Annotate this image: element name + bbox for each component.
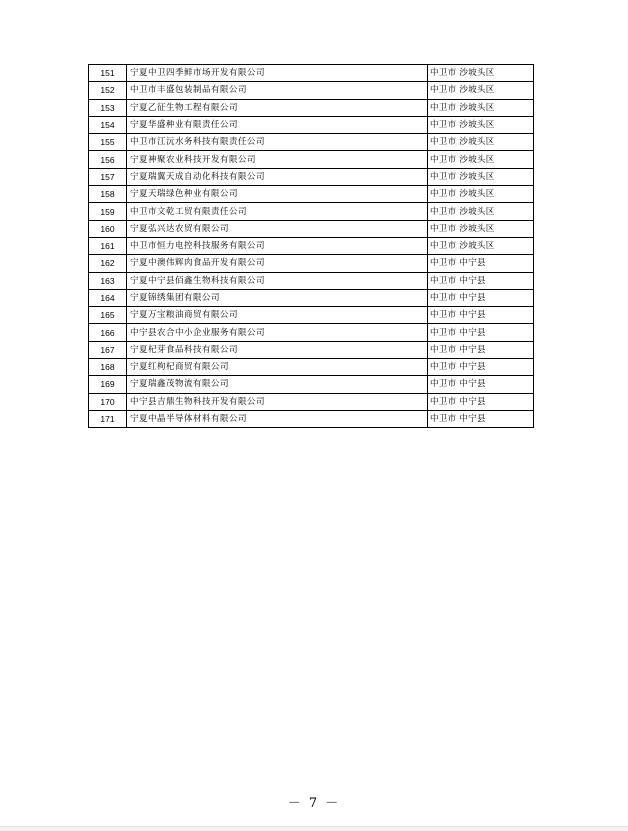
company-region: 中卫市 沙坡头区 [428, 134, 534, 151]
row-number: 164 [89, 289, 127, 306]
table-row [89, 341, 534, 358]
table-row [89, 410, 534, 427]
company-list-body [89, 65, 534, 428]
company-region: 中卫市 中宁县 [428, 359, 534, 376]
company-name: 中卫市文乾工贸有限责任公司 [127, 203, 428, 220]
row-number: 161 [89, 237, 127, 254]
company-name: 宁夏中澳伟辉肉食品开发有限公司 [127, 255, 428, 272]
company-region: 中卫市 中宁县 [428, 307, 534, 324]
table-row [89, 272, 534, 289]
company-region: 中卫市 沙坡头区 [428, 186, 534, 203]
row-number: 163 [89, 272, 127, 289]
company-name: 宁夏华盛种业有限责任公司 [127, 116, 428, 133]
row-number: 155 [89, 134, 127, 151]
company-name: 中卫市恒力电控科技服务有限公司 [127, 237, 428, 254]
row-number: 159 [89, 203, 127, 220]
row-number: 168 [89, 359, 127, 376]
table-row [89, 324, 534, 341]
company-region: 中卫市 沙坡头区 [428, 151, 534, 168]
row-number: 171 [89, 410, 127, 427]
company-name: 宁夏乙征生物工程有限公司 [127, 99, 428, 116]
page-number: － 7 － [287, 796, 341, 811]
company-name: 宁夏弘兴达农贸有限公司 [127, 220, 428, 237]
table-row [89, 82, 534, 99]
table-row [89, 186, 534, 203]
table-row [89, 134, 534, 151]
company-region: 中卫市 中宁县 [428, 341, 534, 358]
company-name: 宁夏杞芽食品科技有限公司 [127, 341, 428, 358]
row-number: 158 [89, 186, 127, 203]
table-row [89, 116, 534, 133]
table-row [89, 307, 534, 324]
row-number: 160 [89, 220, 127, 237]
table-row [89, 255, 534, 272]
row-number: 170 [89, 393, 127, 410]
company-name: 宁夏中宁县佰鑫生物科技有限公司 [127, 272, 428, 289]
company-region: 中卫市 中宁县 [428, 324, 534, 341]
table-row [89, 220, 534, 237]
row-number: 167 [89, 341, 127, 358]
row-number: 165 [89, 307, 127, 324]
company-name: 中卫市丰盛包装制品有限公司 [127, 82, 428, 99]
company-region: 中卫市 沙坡头区 [428, 203, 534, 220]
company-name: 宁夏万宝粮油商贸有限公司 [127, 307, 428, 324]
company-region: 中卫市 中宁县 [428, 289, 534, 306]
company-name: 宁夏中卫四季鲜市场开发有限公司 [127, 65, 428, 82]
company-name: 宁夏瑞鑫茂物流有限公司 [127, 376, 428, 393]
row-number: 152 [89, 82, 127, 99]
table-row [89, 359, 534, 376]
table-row [89, 237, 534, 254]
row-number: 154 [89, 116, 127, 133]
row-number: 169 [89, 376, 127, 393]
row-number: 162 [89, 255, 127, 272]
table-row [89, 99, 534, 116]
company-name: 宁夏天瑞绿色种业有限公司 [127, 186, 428, 203]
company-name: 中卫市江沅水务科技有限责任公司 [127, 134, 428, 151]
row-number: 166 [89, 324, 127, 341]
row-number: 151 [89, 65, 127, 82]
company-name: 中宁县吉鼎生物科技开发有限公司 [127, 393, 428, 410]
company-name: 宁夏中晶半导体材料有限公司 [127, 410, 428, 427]
company-region: 中卫市 中宁县 [428, 272, 534, 289]
company-region: 中卫市 中宁县 [428, 410, 534, 427]
company-name: 宁夏瑞翼天成自动化科技有限公司 [127, 168, 428, 185]
table-row [89, 65, 534, 82]
company-name: 中宁县农合中小企业服务有限公司 [127, 324, 428, 341]
company-region: 中卫市 沙坡头区 [428, 116, 534, 133]
company-region: 中卫市 沙坡头区 [428, 82, 534, 99]
table-row [89, 393, 534, 410]
company-region: 中卫市 中宁县 [428, 393, 534, 410]
company-name: 宁夏锦绣集团有限公司 [127, 289, 428, 306]
company-list-table [88, 64, 534, 428]
table-row [89, 151, 534, 168]
company-region: 中卫市 沙坡头区 [428, 99, 534, 116]
page-bottom-edge [0, 826, 628, 831]
table-row [89, 203, 534, 220]
row-number: 153 [89, 99, 127, 116]
company-region: 中卫市 沙坡头区 [428, 65, 534, 82]
company-region: 中卫市 中宁县 [428, 255, 534, 272]
row-number: 157 [89, 168, 127, 185]
company-name: 宁夏红枸杞商贸有限公司 [127, 359, 428, 376]
company-region: 中卫市 沙坡头区 [428, 237, 534, 254]
company-region: 中卫市 中宁县 [428, 376, 534, 393]
company-region: 中卫市 沙坡头区 [428, 220, 534, 237]
company-region: 中卫市 沙坡头区 [428, 168, 534, 185]
table-row [89, 376, 534, 393]
table-row [89, 289, 534, 306]
table-row [89, 168, 534, 185]
company-name: 宁夏神聚农业科技开发有限公司 [127, 151, 428, 168]
row-number: 156 [89, 151, 127, 168]
